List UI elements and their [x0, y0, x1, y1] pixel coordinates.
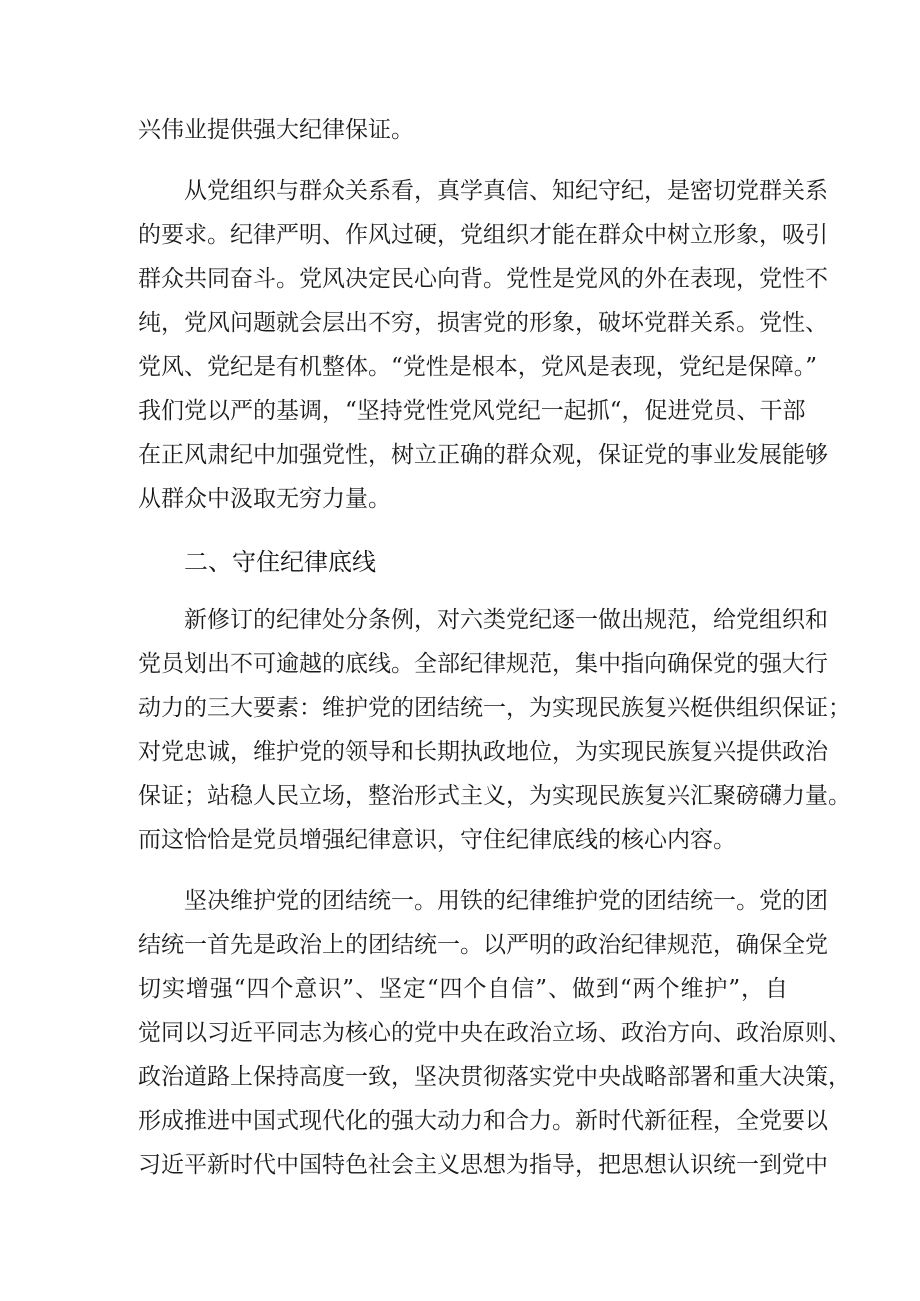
body-line: 在正风肃纪中加强党性，树立正确的群众观，保证党的事业发展能够 — [138, 442, 828, 468]
body-line: 党风、党纪是有机整体。“党性是根本，党风是表现，党纪是保障。” — [138, 354, 818, 380]
body-line: 动力的三大要素：维护党的团结统一，为实现民族复兴梃供组织保证； — [138, 695, 851, 721]
body-line: 纯，党风问题就会层出不穷，损害党的形象，破坏党群关系。党性、 — [138, 310, 828, 336]
body-line: 觉同以习近平同志为核心的党中央在政治立场、政治方向、政治原则、 — [138, 1020, 851, 1046]
body-line: 坚决维护党的团结统一。用铁的纪律维护党的团结统一。党的团 — [184, 888, 828, 914]
body-line: 形成推进中国式现代化的强大动力和合力。新时代新征程，全党要以 — [138, 1108, 828, 1134]
body-line: 兴伟业提供强大纪律保证。 — [138, 117, 414, 143]
body-line: 保证；站稳人民立场，整治形式主义，为实现民族复兴汇聚磅礴力量。 — [138, 783, 851, 809]
body-line: 群众共同奋斗。党风决定民心向背。党性是党风的外在表现，党性不 — [138, 266, 828, 292]
body-line: 从党组织与群众关系看，真学真信、知纪守纪，是密切党群关系 — [184, 178, 828, 204]
body-line: 习近平新时代中国特色社会主义思想为指导，把思想认识统一到党中 — [138, 1152, 828, 1178]
body-line: 党员划出不可逾越的底线。全部纪律规范，集中指向确保党的强大行 — [138, 651, 828, 677]
body-line: 新修订的纪律处分条例，对六类党纪逐一做出规范，给党组织和 — [184, 607, 828, 633]
body-line: 而这恰恰是党员增强纪律意识，守住纪律底线的核心内容。 — [138, 827, 736, 853]
body-line: 我们党以严的基调，“坚持党性党风党纪一起抓“，促进党员、干部 — [138, 398, 806, 424]
body-line: 结统一首先是政治上的团结统一。以严明的政治纪律规范，确保全党 — [138, 932, 828, 958]
body-line: 对党忠诚，维护党的领导和长期执政地位，为实现民族复兴提供政治 — [138, 739, 828, 765]
section-heading: 二、守住纪律底线 — [184, 548, 376, 576]
body-line: 政治道路上保持高度一致，坚决贯彻落实党中央战略部署和重大决策， — [138, 1064, 851, 1090]
body-line: 从群众中汲取无穷力量。 — [138, 486, 391, 512]
body-line: 的要求。纪律严明、作风过硬，党组织才能在群众中树立形象，吸引 — [138, 222, 828, 248]
body-line: 切实增强“四个意识”、坚定“四个自信”、做到“两个维护”，自 — [138, 976, 788, 1002]
